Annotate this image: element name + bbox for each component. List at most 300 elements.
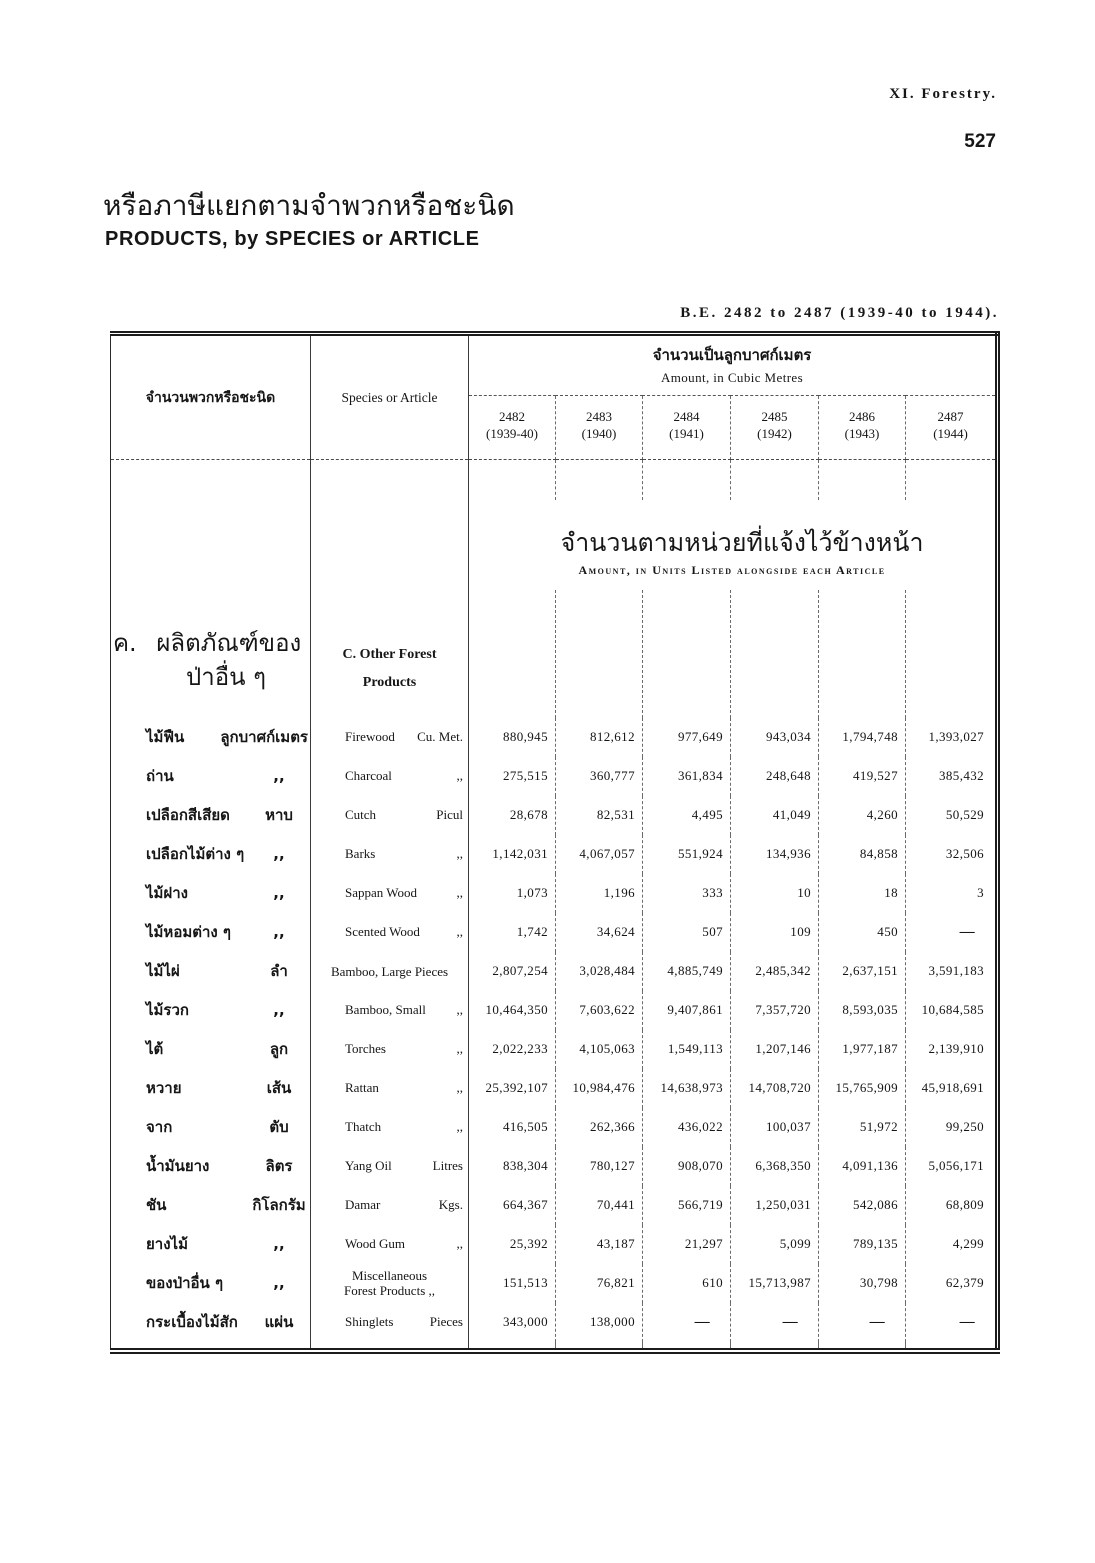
species-wrap — [311, 1314, 468, 1330]
value-cell: 1,073 — [469, 874, 556, 913]
title-thai: หรือภาษีแยกตามจำพวกหรือชะนิด — [103, 189, 515, 222]
species-wrap — [311, 846, 468, 862]
spacer-row — [111, 460, 998, 500]
value-cell: 1,250,031 — [731, 1186, 819, 1225]
value-cell: 838,304 — [469, 1147, 556, 1186]
value-cell: 9,407,861 — [643, 991, 731, 1030]
value-cell: 41,049 — [731, 796, 819, 835]
thai-unit: แผ่น — [264, 1313, 294, 1331]
empty-cell — [643, 590, 731, 718]
table-row — [111, 1069, 998, 1108]
section-english-cell — [311, 590, 469, 718]
thai-item-name: จาก — [146, 1118, 173, 1136]
species-name: Rattan — [345, 1080, 379, 1095]
year-be: 2485 — [761, 409, 788, 424]
empty-cell — [906, 1342, 998, 1351]
species-wrap — [311, 1119, 468, 1135]
species-name: Torches — [345, 1041, 386, 1056]
value-cell: 664,367 — [469, 1186, 556, 1225]
value-cell: 10,984,476 — [556, 1069, 643, 1108]
empty-cell — [819, 460, 906, 500]
species-wrap — [311, 1268, 468, 1298]
species-unit: ,, — [456, 1002, 463, 1017]
table-row — [111, 718, 998, 757]
value-cell: 2,485,342 — [731, 952, 819, 991]
thai-item-name: น้ำมันยาง — [146, 1157, 210, 1175]
species-wrap — [311, 1236, 468, 1252]
species-name: Firewood — [345, 729, 395, 744]
value-cell: 908,070 — [643, 1147, 731, 1186]
thai-item-name: ไม้รวก — [146, 1001, 189, 1019]
value-cell: 14,708,720 — [731, 1069, 819, 1108]
species-unit: ,, — [456, 1119, 463, 1134]
year-header-cell — [469, 396, 556, 460]
year-header-cell — [556, 396, 643, 460]
table-row — [111, 913, 998, 952]
species-cell — [311, 874, 469, 913]
thai-unit: กิโลกรัม — [252, 1196, 306, 1214]
species-wrap — [311, 1080, 468, 1096]
empty-cell — [311, 460, 469, 500]
year-header-cell — [906, 396, 998, 460]
year-ce: (1943) — [844, 426, 880, 441]
value-cell: 45,918,691 — [921, 1080, 985, 1095]
species-name: Cutch — [345, 807, 377, 822]
thai-item-cell — [111, 796, 311, 835]
year-be: 2487 — [937, 409, 964, 424]
year-be: 2486 — [849, 409, 875, 424]
thai-unit: ตับ — [269, 1118, 289, 1136]
section-thai-line2: ป่าอื่น ๆ — [186, 662, 267, 691]
empty-cell — [111, 460, 311, 500]
value-cell: 275,515 — [469, 757, 556, 796]
value-cell: 30,798 — [819, 1264, 906, 1303]
value-cell: 3,028,484 — [556, 952, 643, 991]
empty-cell — [643, 460, 731, 500]
section-thai-cell — [111, 590, 311, 718]
value-cell: 7,603,622 — [556, 991, 643, 1030]
species-cell — [311, 1264, 469, 1303]
species-unit: Litres — [432, 1158, 463, 1173]
species-unit: ,, — [456, 1080, 463, 1095]
species-unit: ,, — [456, 768, 463, 783]
species-unit: Pieces — [414, 963, 449, 979]
thai-item-wrap — [111, 959, 310, 983]
species-name: Damar — [345, 1197, 381, 1212]
thai-unit: ลำ — [270, 962, 288, 980]
year-header-cell — [819, 396, 906, 460]
year-be: 2483 — [586, 409, 612, 424]
value-cell: — — [819, 1303, 906, 1342]
thai-unit: ลูก — [269, 1040, 289, 1058]
value-cell: 977,649 — [643, 718, 731, 757]
species-wrap — [311, 729, 468, 745]
species-cell — [311, 757, 469, 796]
value-cell: 32,506 — [945, 846, 985, 861]
species-cell — [311, 1186, 469, 1225]
value-cell: 10,464,350 — [469, 991, 556, 1030]
species-cell — [311, 718, 469, 757]
species-cell — [311, 1108, 469, 1147]
value-cell: 76,821 — [556, 1264, 643, 1303]
thai-item-cell — [111, 718, 311, 757]
species-unit: Pieces — [429, 1314, 463, 1329]
species-name: Thatch — [345, 1119, 382, 1134]
thai-item-wrap — [111, 998, 310, 1022]
thai-unit: ,, — [273, 1001, 285, 1019]
species-wrap — [311, 1197, 468, 1213]
table-row — [111, 757, 998, 796]
table-row — [111, 1186, 998, 1225]
species-name: Sappan Wood — [345, 885, 418, 900]
thai-item-cell — [111, 835, 311, 874]
value-cell: 3 — [977, 885, 985, 900]
value-cell: 1,196 — [556, 874, 643, 913]
species-cell — [311, 1030, 469, 1069]
thai-unit: ,, — [273, 884, 285, 902]
thai-item-wrap — [111, 1232, 310, 1256]
species-name: Yang Oil — [345, 1158, 392, 1173]
value-cell: 7,357,720 — [731, 991, 819, 1030]
species-unit: Picul — [436, 807, 463, 822]
species-cell — [311, 952, 469, 991]
empty-cell — [643, 1342, 731, 1351]
species-wrap — [311, 1002, 468, 1018]
value-cell: 34,624 — [556, 913, 643, 952]
value-cell: 25,392 — [469, 1225, 556, 1264]
table-row — [111, 952, 998, 991]
thai-item-name: หวาย — [146, 1079, 182, 1097]
running-head: XI. Forestry. — [889, 86, 997, 102]
thai-item-wrap — [111, 725, 310, 749]
species-cell — [311, 913, 469, 952]
section-row — [111, 590, 998, 718]
empty-cell — [111, 500, 311, 590]
units-header — [469, 500, 998, 590]
header-row — [111, 334, 998, 396]
value-cell: 1,977,187 — [819, 1030, 906, 1069]
value-cell: 4,885,749 — [643, 952, 731, 991]
value-cell: 21,297 — [643, 1225, 731, 1264]
thai-item-cell — [111, 1225, 311, 1264]
thai-item-cell — [111, 757, 311, 796]
empty-cell — [556, 460, 643, 500]
value-cell: 542,086 — [819, 1186, 906, 1225]
species-wrap — [311, 964, 468, 979]
species-wrap — [311, 1041, 468, 1057]
thai-item-name: ไม้ไผ่ — [146, 962, 180, 980]
value-cell: 4,299 — [952, 1236, 985, 1251]
thai-item-name: เปลือกไม้ต่าง ๆ — [146, 845, 245, 863]
value-cell: 436,022 — [643, 1108, 731, 1147]
value-cell: 4,260 — [819, 796, 906, 835]
thai-item-cell — [111, 913, 311, 952]
spacer-row — [111, 1342, 998, 1351]
value-cell: 789,135 — [819, 1225, 906, 1264]
species-wrap — [311, 924, 468, 940]
value-cell: 333 — [643, 874, 731, 913]
species-name: Wood Gum — [345, 1236, 405, 1251]
thai-item-name: ไม้หอมต่าง ๆ — [146, 923, 231, 941]
value-cell: 28,678 — [469, 796, 556, 835]
empty-cell — [311, 1342, 469, 1351]
thai-item-cell — [111, 1264, 311, 1303]
header-amount-group — [469, 334, 998, 396]
year-ce: (1942) — [757, 426, 792, 441]
thai-item-name: ไม้ฝาง — [146, 884, 188, 902]
species-wrap — [311, 807, 468, 823]
value-cell: 50,529 — [945, 807, 985, 822]
value-cell: 4,495 — [643, 796, 731, 835]
value-cell: 1,393,027 — [928, 729, 985, 744]
value-cell: 82,531 — [556, 796, 643, 835]
period-label: B.E. 2482 to 2487 (1939-40 to 1944). — [680, 305, 999, 321]
empty-cell — [906, 590, 998, 718]
value-cell: — — [959, 1313, 976, 1330]
table-row — [111, 1264, 998, 1303]
value-cell: 361,834 — [643, 757, 731, 796]
units-header-row — [111, 500, 998, 590]
species-cell — [311, 835, 469, 874]
value-cell: 943,034 — [731, 718, 819, 757]
value-cell: 10 — [731, 874, 819, 913]
thai-item-cell — [111, 1030, 311, 1069]
species-cell — [311, 1069, 469, 1108]
thai-unit: หาบ — [265, 806, 293, 824]
value-cell: 360,777 — [556, 757, 643, 796]
species-wrap — [311, 768, 468, 784]
species-name: Barks — [345, 846, 376, 861]
value-cell: 507 — [643, 913, 731, 952]
thai-unit: ,, — [273, 1274, 285, 1292]
species-wrap — [311, 1158, 468, 1174]
value-cell: 100,037 — [731, 1108, 819, 1147]
thai-item-name: ไม้ฟืน — [146, 728, 185, 746]
thai-item-wrap — [111, 1154, 310, 1178]
section-english-line1: C. Other Forest — [342, 646, 437, 662]
year-ce: (1940) — [581, 426, 617, 441]
value-cell: 151,513 — [469, 1264, 556, 1303]
value-cell: 5,056,171 — [928, 1158, 985, 1173]
value-cell: 18 — [819, 874, 906, 913]
thai-item-cell — [111, 1186, 311, 1225]
thai-item-wrap — [111, 803, 310, 827]
value-cell: 343,000 — [469, 1303, 556, 1342]
value-cell: 43,187 — [556, 1225, 643, 1264]
value-cell: 780,127 — [556, 1147, 643, 1186]
table-row — [111, 874, 998, 913]
thai-item-wrap — [111, 1310, 310, 1334]
thai-item-name: เปลือกสีเสียด — [146, 806, 230, 824]
thai-item-cell — [111, 1108, 311, 1147]
species-unit: Cu. Met. — [417, 729, 463, 744]
empty-cell — [731, 1342, 819, 1351]
table-row — [111, 796, 998, 835]
species-unit: ,, — [456, 924, 463, 939]
species-name: Bamboo, Large — [330, 963, 412, 979]
species-cell — [311, 796, 469, 835]
thai-item-cell — [111, 952, 311, 991]
empty-cell — [556, 590, 643, 718]
title-english: PRODUCTS, by SPECIES or ARTICLE — [105, 228, 480, 250]
amount-english-label: Amount, in Cubic Metres — [660, 370, 804, 385]
empty-cell — [111, 1342, 311, 1351]
thai-unit: ,, — [273, 923, 285, 941]
value-cell: 812,612 — [556, 718, 643, 757]
thai-item-wrap — [111, 1037, 310, 1061]
value-cell: 3,591,183 — [928, 963, 985, 978]
header-thai-category: จำนวนพวกหรือชะนิด — [111, 334, 311, 460]
value-cell: 134,936 — [731, 835, 819, 874]
value-cell: 1,142,031 — [469, 835, 556, 874]
value-cell: 385,432 — [939, 768, 985, 783]
species-name: Scented Wood — [345, 924, 420, 939]
year-ce: (1939-40) — [486, 426, 538, 441]
year-be: 2484 — [673, 409, 700, 424]
value-cell: 5,099 — [731, 1225, 819, 1264]
thai-item-wrap — [111, 1076, 310, 1100]
amount-thai-label: จำนวนเป็นลูกบาศก์เมตร — [652, 346, 812, 364]
units-english-label: Amount, in Units Listed alongside each Article — [578, 562, 886, 577]
value-cell: 2,637,151 — [819, 952, 906, 991]
value-cell: 1,742 — [469, 913, 556, 952]
thai-item-name: ของป่าอื่น ๆ — [146, 1274, 224, 1292]
table-row — [111, 1108, 998, 1147]
value-cell: — — [959, 923, 976, 940]
value-cell: 551,924 — [643, 835, 731, 874]
thai-item-wrap — [111, 1115, 310, 1139]
empty-cell — [731, 590, 819, 718]
thai-item-name: ถ่าน — [146, 767, 174, 785]
year-ce: (1941) — [669, 426, 704, 441]
species-cell — [311, 1225, 469, 1264]
value-cell: 99,250 — [945, 1119, 985, 1134]
species-wrap — [311, 885, 468, 901]
value-cell: 4,067,057 — [556, 835, 643, 874]
species-cell — [311, 1303, 469, 1342]
thai-item-name: ยางไม้ — [146, 1235, 188, 1253]
thai-item-wrap — [111, 920, 310, 944]
value-cell: 1,549,113 — [643, 1030, 731, 1069]
value-cell: 2,139,910 — [928, 1041, 985, 1056]
value-cell: 62,379 — [945, 1275, 985, 1290]
year-be: 2482 — [499, 409, 525, 424]
species-unit: ,, — [456, 846, 463, 861]
thai-item-wrap — [111, 1193, 310, 1217]
units-thai-label: จำนวนตามหน่วยที่แจ้งไว้ข้างหน้า — [560, 527, 924, 557]
value-cell: 84,858 — [819, 835, 906, 874]
species-unit: ,, — [456, 1041, 463, 1056]
thai-unit: ลูกบาศก์เมตร — [220, 728, 308, 746]
value-cell: 51,972 — [819, 1108, 906, 1147]
thai-item-name: ชัน — [146, 1196, 167, 1214]
value-cell: 25,392,107 — [469, 1069, 556, 1108]
thai-unit: ,, — [273, 767, 285, 785]
value-cell: 15,765,909 — [819, 1069, 906, 1108]
species-unit: ,, — [456, 1236, 463, 1251]
empty-cell — [819, 1342, 906, 1351]
value-cell: 416,505 — [469, 1108, 556, 1147]
thai-unit: ลิตร — [265, 1157, 293, 1175]
value-cell: 4,105,063 — [556, 1030, 643, 1069]
value-cell: 1,794,748 — [819, 718, 906, 757]
thai-item-cell — [111, 1303, 311, 1342]
page-number: 527 — [964, 131, 996, 152]
empty-cell — [556, 1342, 643, 1351]
empty-cell — [311, 500, 469, 590]
value-cell: 880,945 — [469, 718, 556, 757]
header-species: Species or Article — [311, 334, 469, 460]
year-header-cell — [731, 396, 819, 460]
thai-item-cell — [111, 991, 311, 1030]
thai-item-cell — [111, 874, 311, 913]
value-cell: 109 — [731, 913, 819, 952]
value-cell: 1,207,146 — [731, 1030, 819, 1069]
value-cell: 6,368,350 — [731, 1147, 819, 1186]
value-cell: 419,527 — [819, 757, 906, 796]
section-thai-line1: ค. ผลิตภัณฑ์ของ — [113, 628, 302, 657]
value-cell: 138,000 — [556, 1303, 643, 1342]
thai-item-wrap — [111, 1271, 310, 1295]
empty-cell — [469, 590, 556, 718]
empty-cell — [469, 460, 556, 500]
year-header-cell — [643, 396, 731, 460]
thai-item-wrap — [111, 764, 310, 788]
table-row — [111, 1303, 998, 1342]
value-cell: 566,719 — [643, 1186, 731, 1225]
table-row — [111, 1225, 998, 1264]
species-name: Bamboo, Small — [345, 1002, 426, 1017]
table-row — [111, 1030, 998, 1069]
empty-cell — [906, 460, 998, 500]
species-name: Shinglets — [345, 1314, 394, 1329]
value-cell: 262,366 — [556, 1108, 643, 1147]
species-unit: ,, — [456, 885, 463, 900]
value-cell: 68,809 — [945, 1197, 985, 1212]
empty-cell — [469, 1342, 556, 1351]
thai-unit: เส้น — [266, 1079, 292, 1097]
species-cell — [311, 1147, 469, 1186]
species-name: Charcoal — [345, 768, 392, 783]
value-cell: 15,713,987 — [731, 1264, 819, 1303]
table-row — [111, 1147, 998, 1186]
empty-cell — [731, 460, 819, 500]
value-cell: 2,807,254 — [469, 952, 556, 991]
thai-item-wrap — [111, 881, 310, 905]
value-cell: 2,022,233 — [469, 1030, 556, 1069]
species-cell — [311, 991, 469, 1030]
thai-item-name: ไต้ — [146, 1040, 164, 1058]
value-cell: 610 — [643, 1264, 731, 1303]
empty-cell — [819, 590, 906, 718]
thai-item-name: กระเบื้องไม้สัก — [146, 1313, 238, 1331]
statistics-table — [110, 331, 1000, 1354]
species-name: Miscellaneous Forest Products — [344, 1268, 428, 1298]
value-cell: 14,638,973 — [643, 1069, 731, 1108]
thai-unit: ,, — [273, 845, 285, 863]
table-row — [111, 991, 998, 1030]
species-unit: ,, — [428, 1283, 435, 1298]
section-english-line2: Products — [362, 674, 417, 690]
value-cell: — — [731, 1303, 819, 1342]
thai-item-cell — [111, 1147, 311, 1186]
thai-item-cell — [111, 1069, 311, 1108]
value-cell: 450 — [819, 913, 906, 952]
value-cell: 8,593,035 — [819, 991, 906, 1030]
species-unit: Kgs. — [438, 1197, 463, 1212]
value-cell: 70,441 — [556, 1186, 643, 1225]
value-cell: 248,648 — [731, 757, 819, 796]
